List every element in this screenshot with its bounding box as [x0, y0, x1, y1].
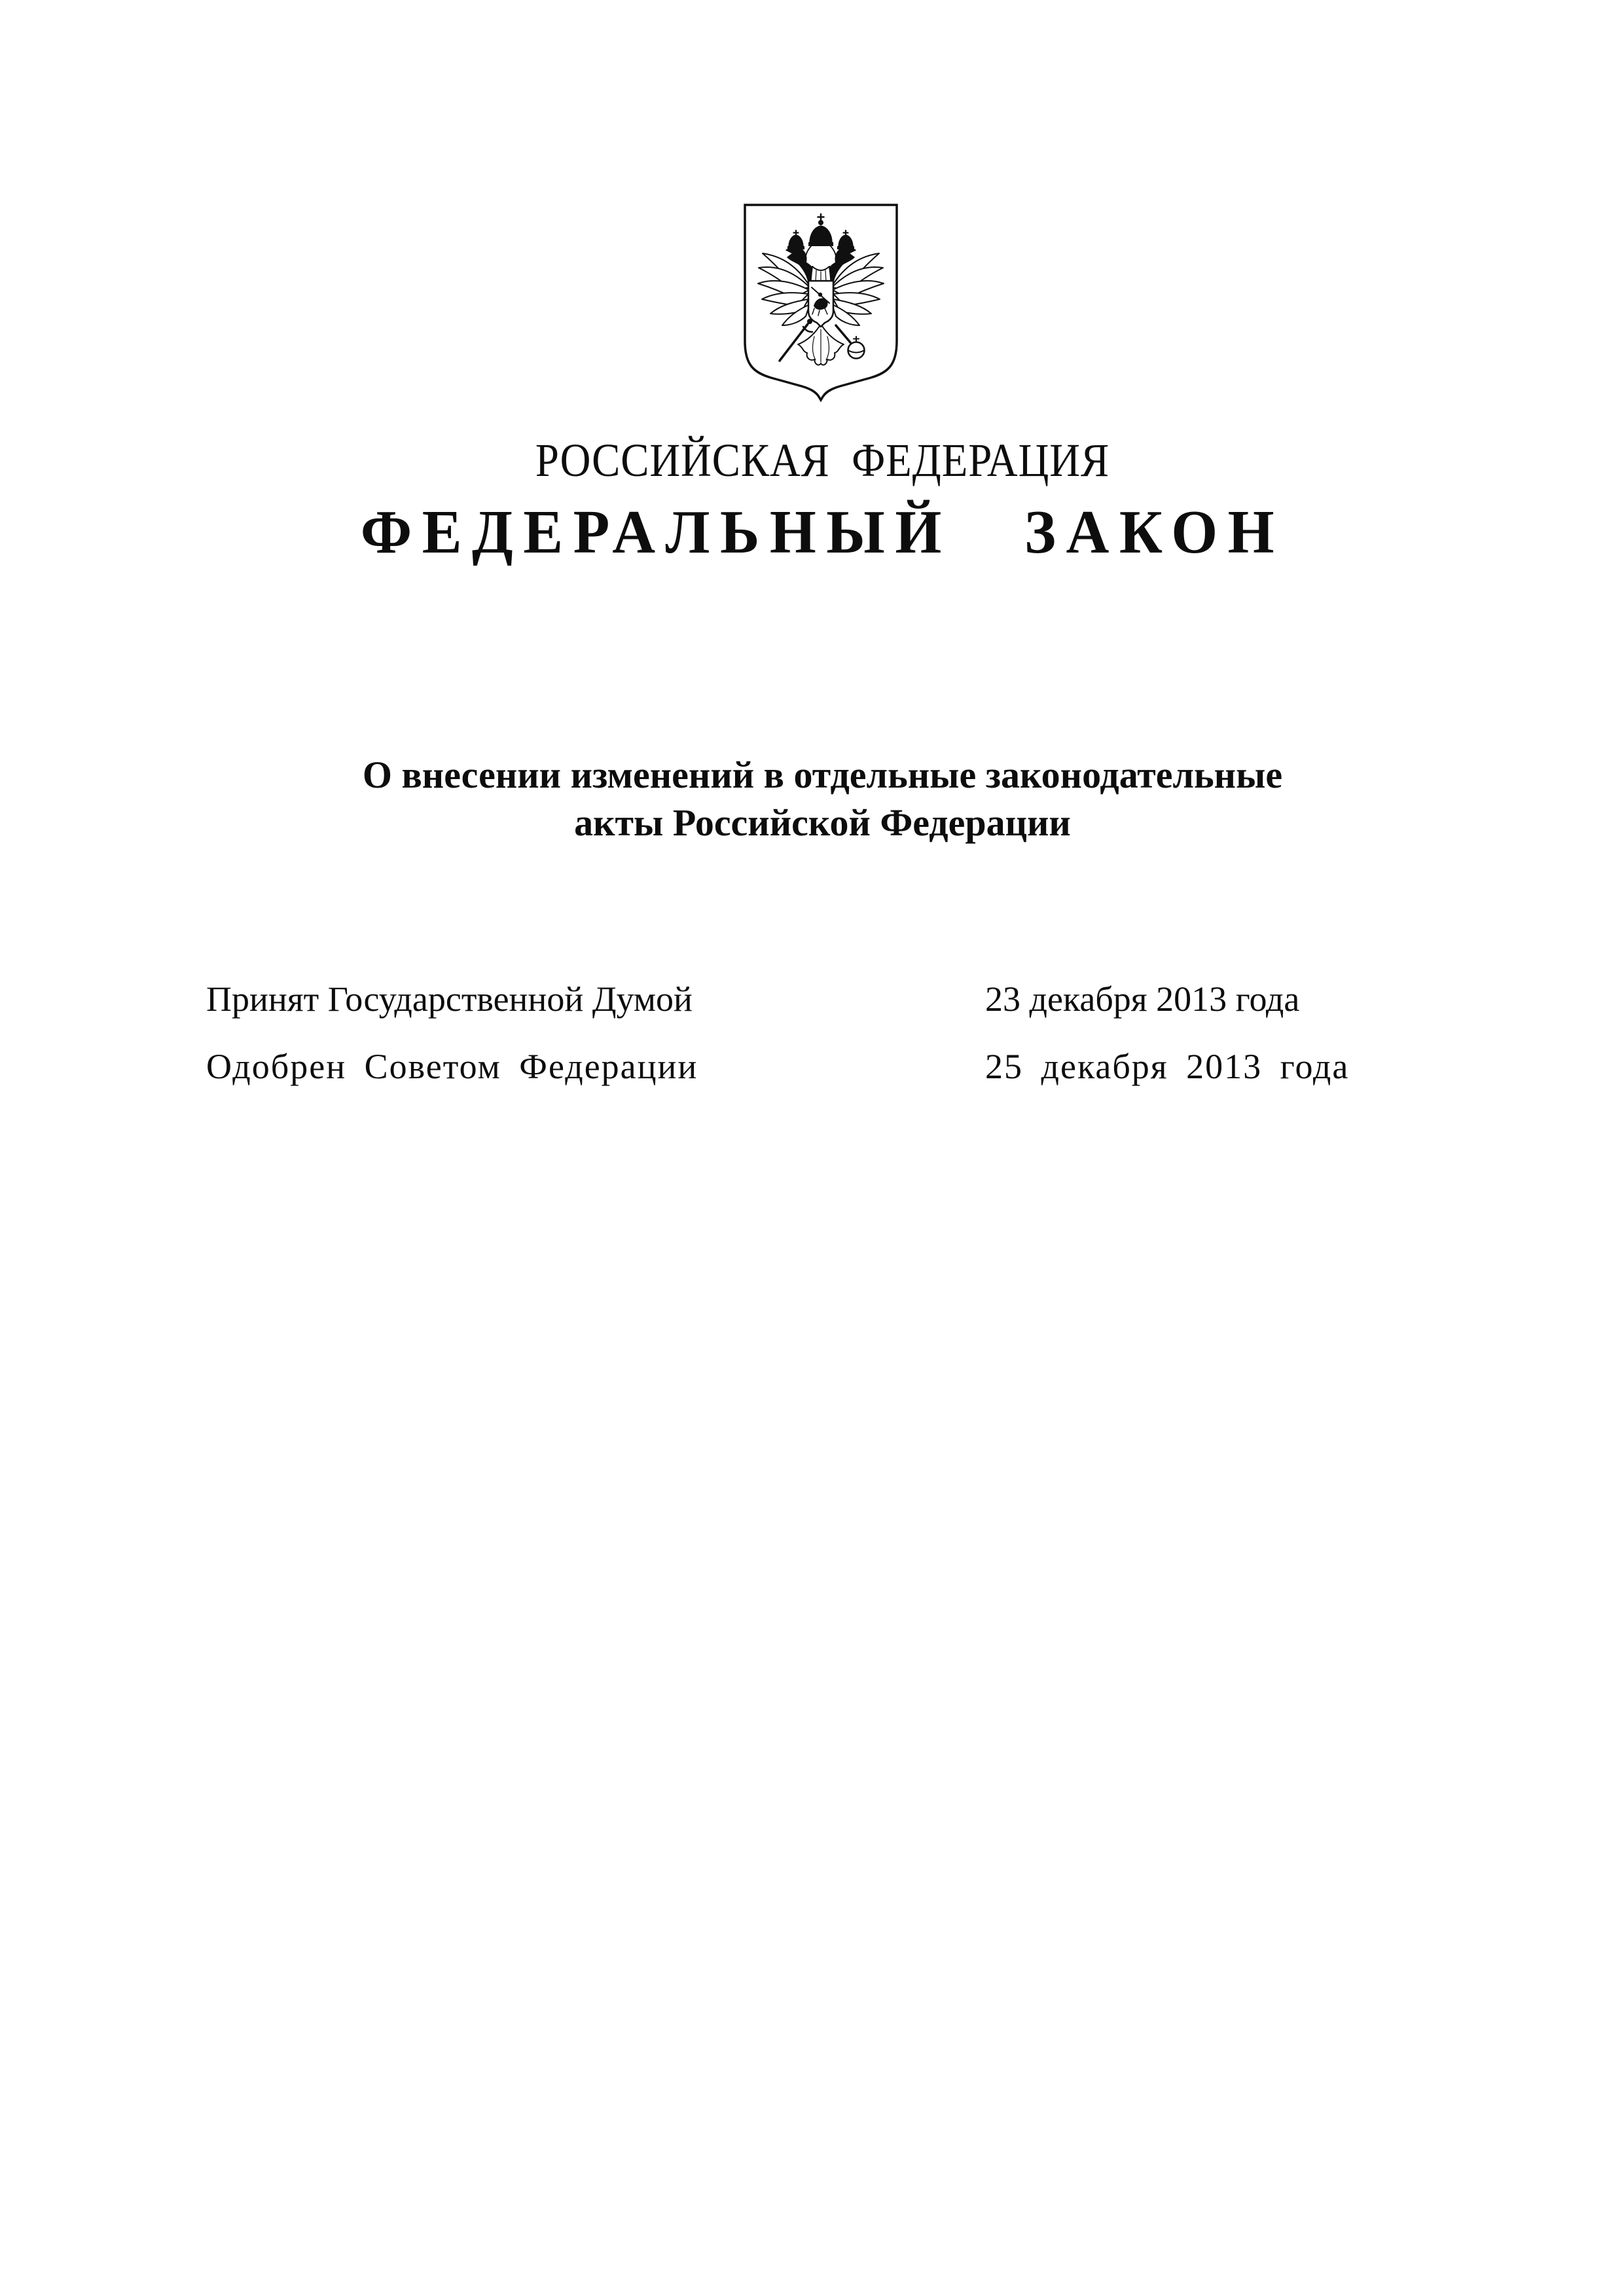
- adopted-label: Принят Государственной Думой: [206, 979, 693, 1019]
- approved-row: [206, 1046, 1378, 1092]
- approved-date: 25 декабря 2013 года: [985, 1047, 1350, 1086]
- law-title: [10, 751, 1624, 847]
- law-title-line2: акты Российской Федерации: [574, 801, 1071, 844]
- adopted-row: [206, 979, 1378, 1025]
- approved-label: Одобрен Советом Федерации: [206, 1047, 698, 1086]
- document-type-heading: ФЕДЕРАЛЬНЫЙ ЗАКОН: [360, 498, 1285, 566]
- adopted-date: 23 декабря 2013 года: [985, 979, 1300, 1019]
- law-title-line1: О внесении изменений в отдельные законодательные: [362, 754, 1283, 796]
- country-name: РОССИЙСКАЯ ФЕДЕРАЦИЯ: [535, 434, 1110, 486]
- russia-coat-of-arms-icon: [740, 202, 901, 404]
